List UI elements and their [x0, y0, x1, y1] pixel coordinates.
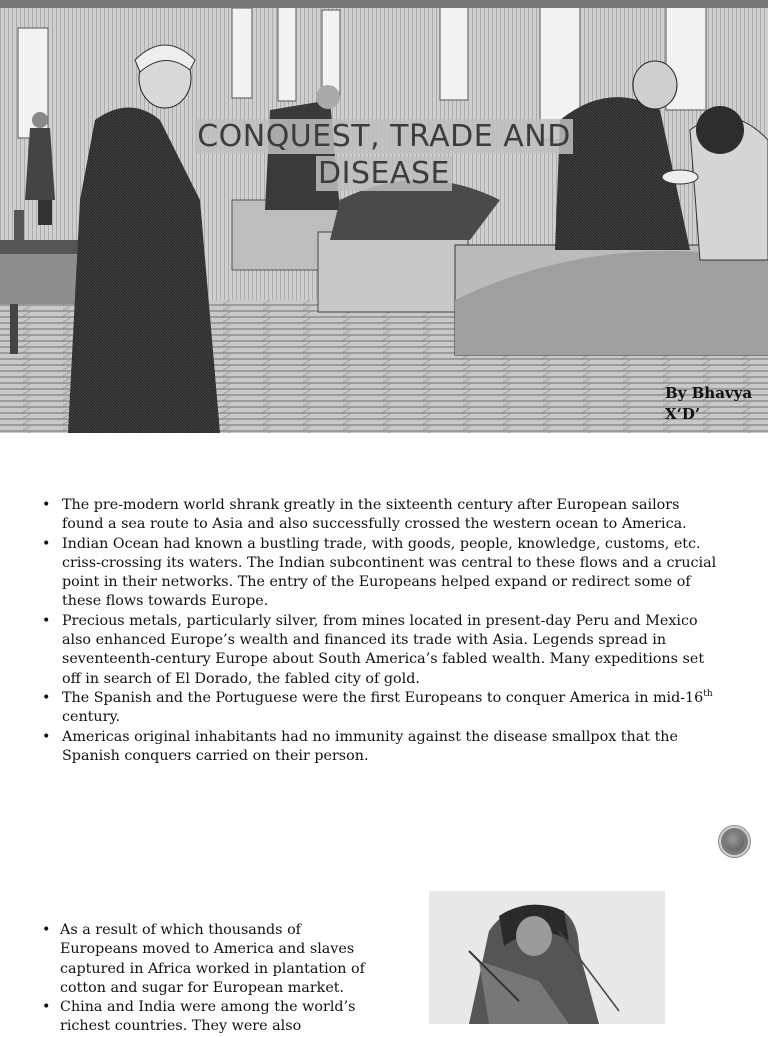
- bullet-icon: •: [42, 999, 51, 1016]
- list-item: [40, 921, 370, 998]
- bullet-icon: •: [42, 922, 51, 938]
- bullet-icon: •: [42, 497, 51, 513]
- hospital-ward-engraving: [0, 0, 768, 433]
- bullet-icon: •: [42, 728, 51, 745]
- list-item: [40, 535, 720, 612]
- bullet-text: As a result of which thousands of Europeans moved to America and slaves captured in Africa worked in plantation of cotton and sugar for European market.: [60, 922, 365, 996]
- slide-title: [190, 118, 578, 192]
- bullet-text: Americas original inhabitants had no immunity against the disease smallpox that the Spanish conquers carried on their person.: [62, 728, 678, 764]
- next-slide-button[interactable]: [719, 826, 750, 857]
- bullet-icon: •: [42, 535, 51, 552]
- title-line-2: DISEASE: [318, 156, 450, 191]
- bullet-text: The pre-modern world shrank greatly in the sixteenth century after European sailors found a sea route to Asia and also successfully crossed the western ocean to America.: [62, 497, 687, 533]
- list-item: [40, 728, 720, 767]
- list-item: [40, 998, 370, 1037]
- bullet-icon: •: [42, 689, 51, 706]
- bullet-text: China and India were among the world’s richest countries. They were also: [60, 999, 356, 1035]
- author-class: X‘D’: [665, 405, 701, 423]
- bullet-icon: •: [42, 612, 51, 629]
- title-line-1: CONQUEST, TRADE AND: [197, 119, 571, 154]
- bullet-text: The Spanish and the Portuguese were the first Europeans to conquer America in mid-16: [62, 689, 704, 706]
- list-item: [40, 689, 720, 728]
- list-item: [40, 612, 720, 689]
- bullet-text: Precious metals, particularly silver, from mines located in present-day Peru and Mexico also enhanced Europe’s wealth and financed its trade with Asia. Legends spread in seventeenth-century Europe about South America’s fabled wealth. Many expeditions set off in search of El Dorado, the fabled city of gold.: [62, 612, 705, 687]
- slide2-bullet-list: [40, 496, 720, 766]
- author-name: By Bhavya: [665, 384, 753, 402]
- laborer-engraving: [429, 891, 665, 1024]
- author-byline: [665, 383, 752, 425]
- bullet-text-tail: century.: [62, 709, 121, 726]
- slide3-bullet-list: [40, 921, 370, 1037]
- superscript: th: [703, 689, 713, 700]
- bullet-text: Indian Ocean had known a bustling trade, with goods, people, knowledge, customs, etc. criss-crossing its waters. The Indian subcontinent was central to these flows and a crucial point in their networks. The entry of the Europeans helped expand or redirect some of these flows towards Europe.: [62, 535, 717, 610]
- list-item: [40, 496, 720, 535]
- title-slide: [0, 0, 768, 433]
